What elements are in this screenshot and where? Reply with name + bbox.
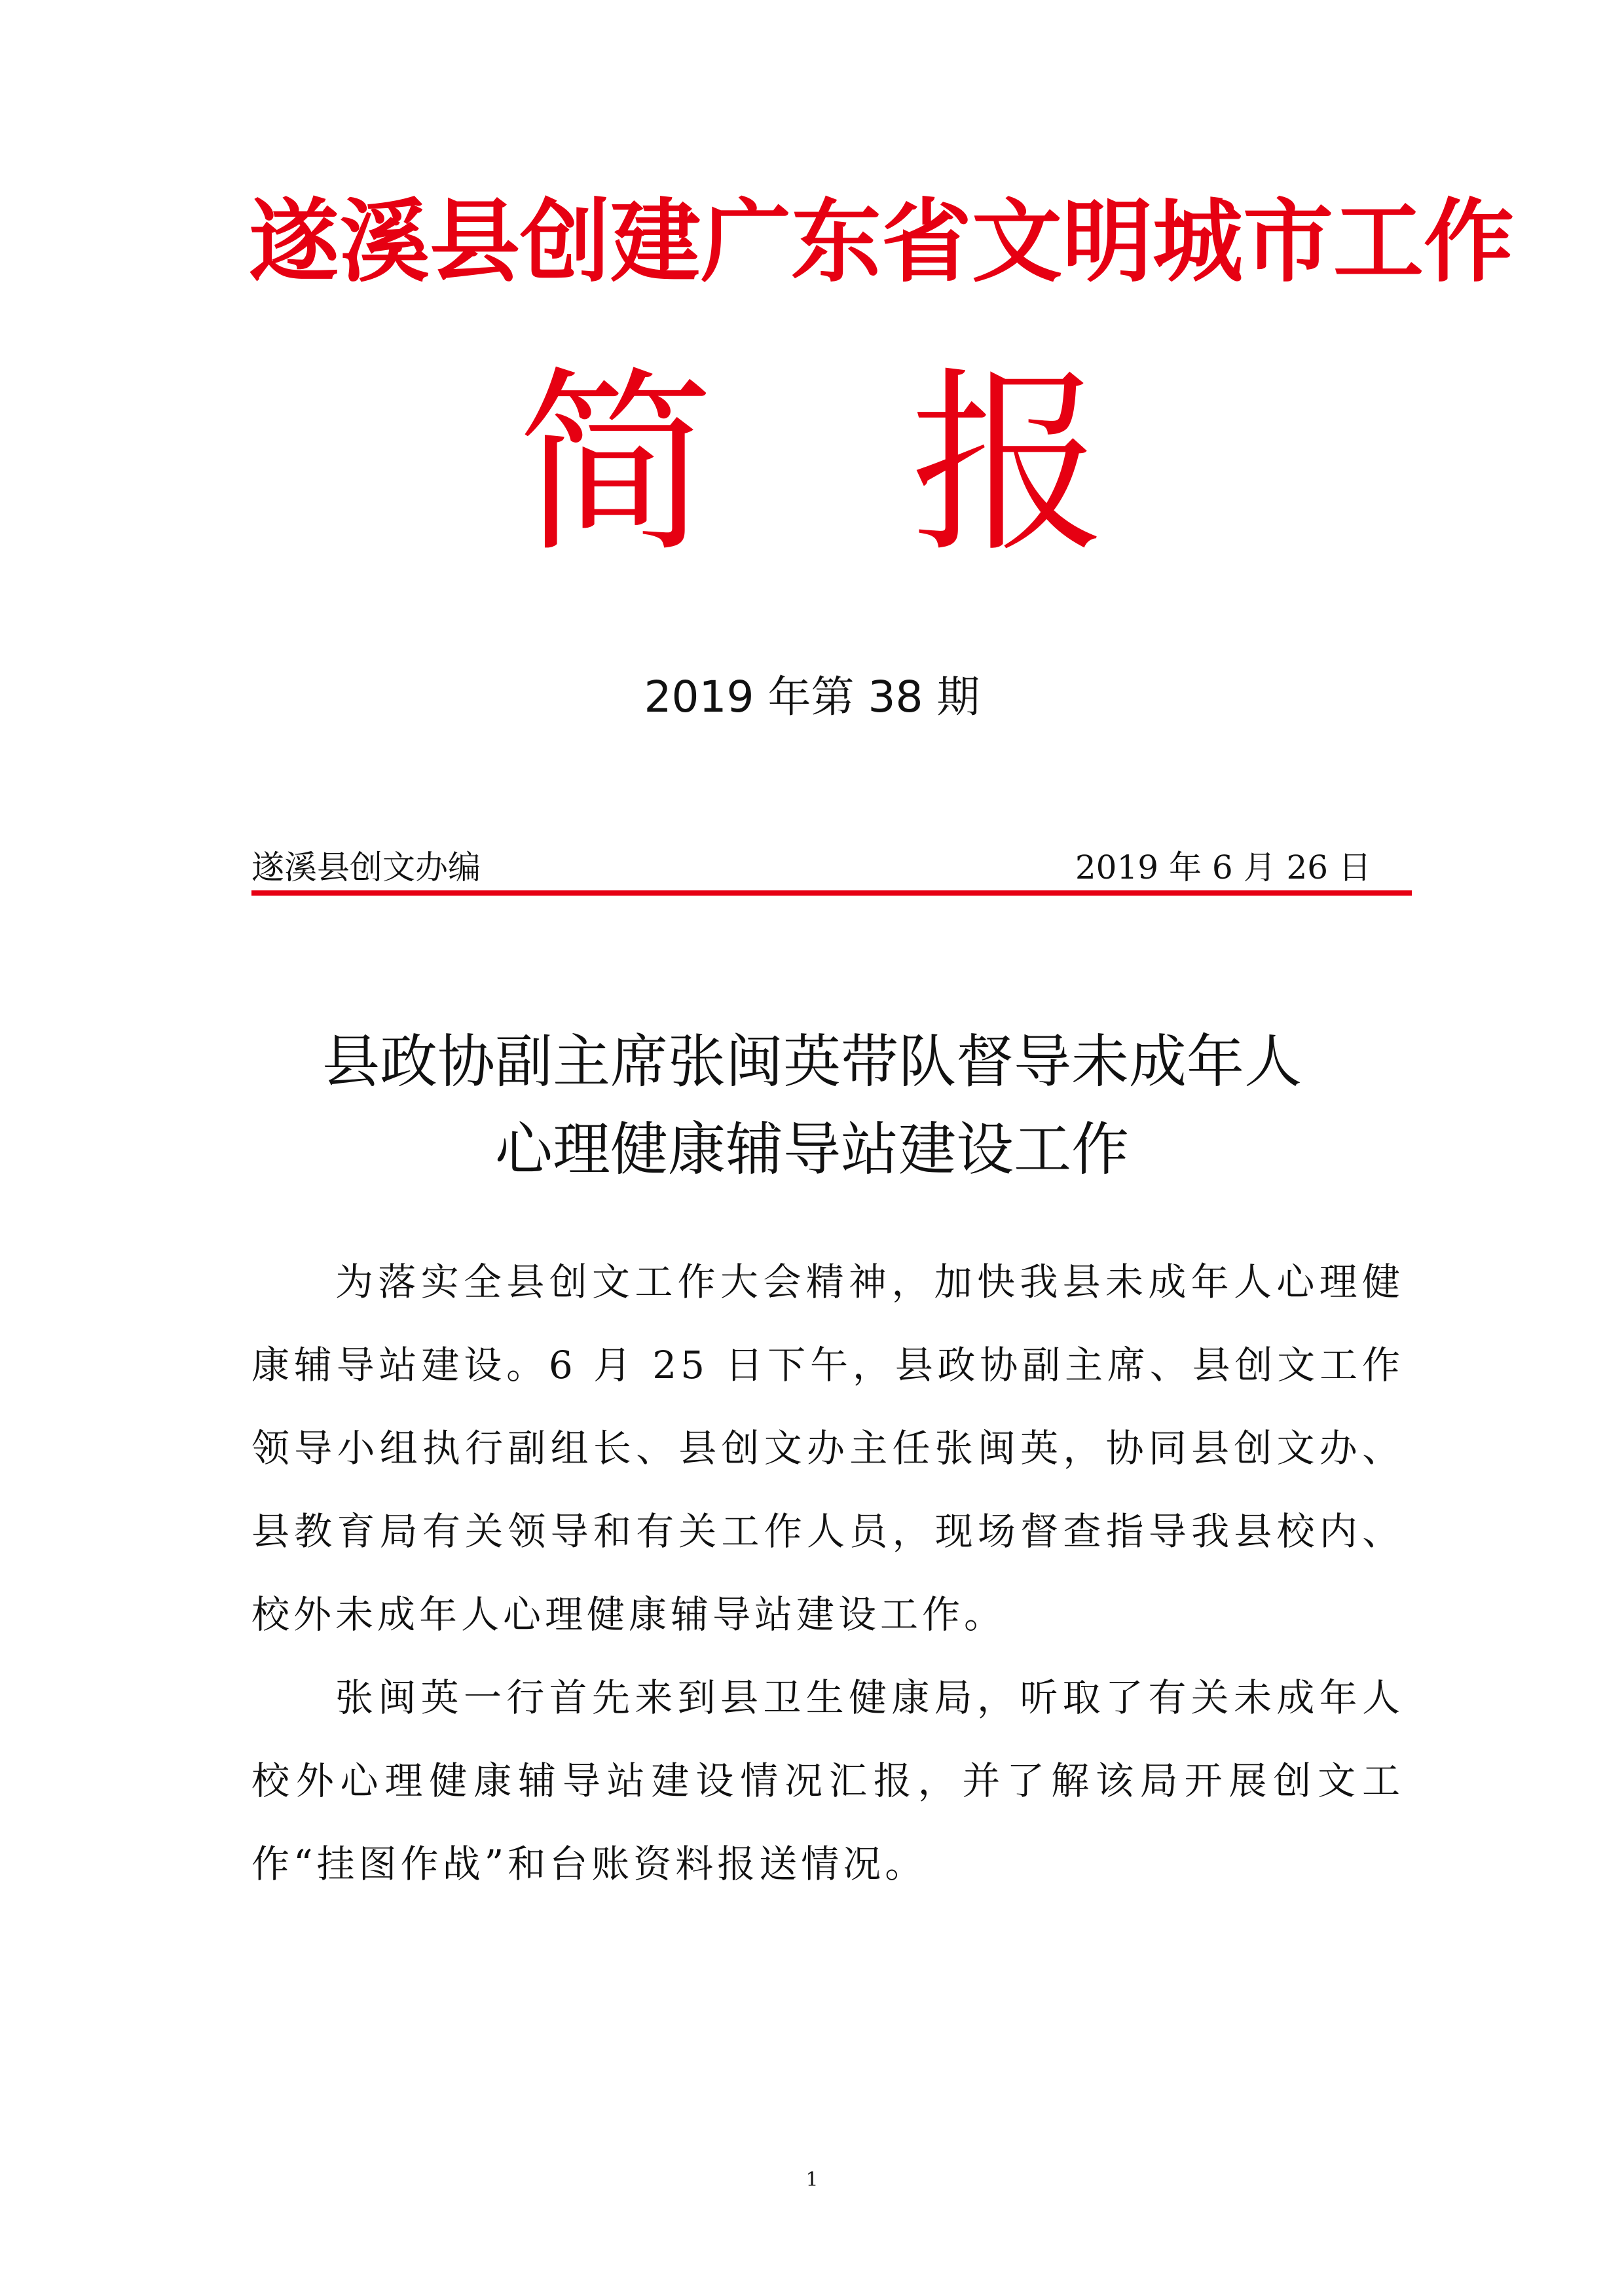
article-title-line-1: 县政协副主席张闽英带队督导未成年人 [322,1028,1302,1095]
editor-label: 遂溪县创文办编 [251,848,481,886]
red-divider-line [251,890,1412,896]
masthead-title: 遂溪县创建广东省文明城市工作 [249,189,1515,295]
publication-date: 2019 年 6 月 26 日 [1075,848,1371,886]
body-paragraph: 张闽英一行首先来到县卫生健康局，听取了有关未成年人校外心理健康辅导站建设情况汇报，并了解该局开展创文工作“挂图作战”和台账资料报送情况。 [251,1675,1404,1886]
article-title-line-2: 心理健康辅导站建设工作 [494,1116,1129,1183]
issue-number: 2019 年第 38 期 [644,672,980,722]
brief-char-1: 简 [517,350,714,579]
article-body [251,1241,1404,1906]
article-title [196,1018,1428,1194]
masthead-brief-heading [0,350,1624,579]
publication-meta-row [251,841,1397,894]
page-number: 1 [805,2168,819,2191]
body-paragraph: 为落实全县创文工作大会精神，加快我县未成年人心理健康辅导站建设。6 月 25 日下午，县政协副主席、县创文工作领导小组执行副组长、县创文办主任张闽英，协同县创文办、县教育局有关领导和有关工作人员，现场督查指导我县校内、校外未成年人心理健康辅导站建设工作。 [251,1260,1404,1637]
brief-char-2: 报 [910,350,1107,579]
